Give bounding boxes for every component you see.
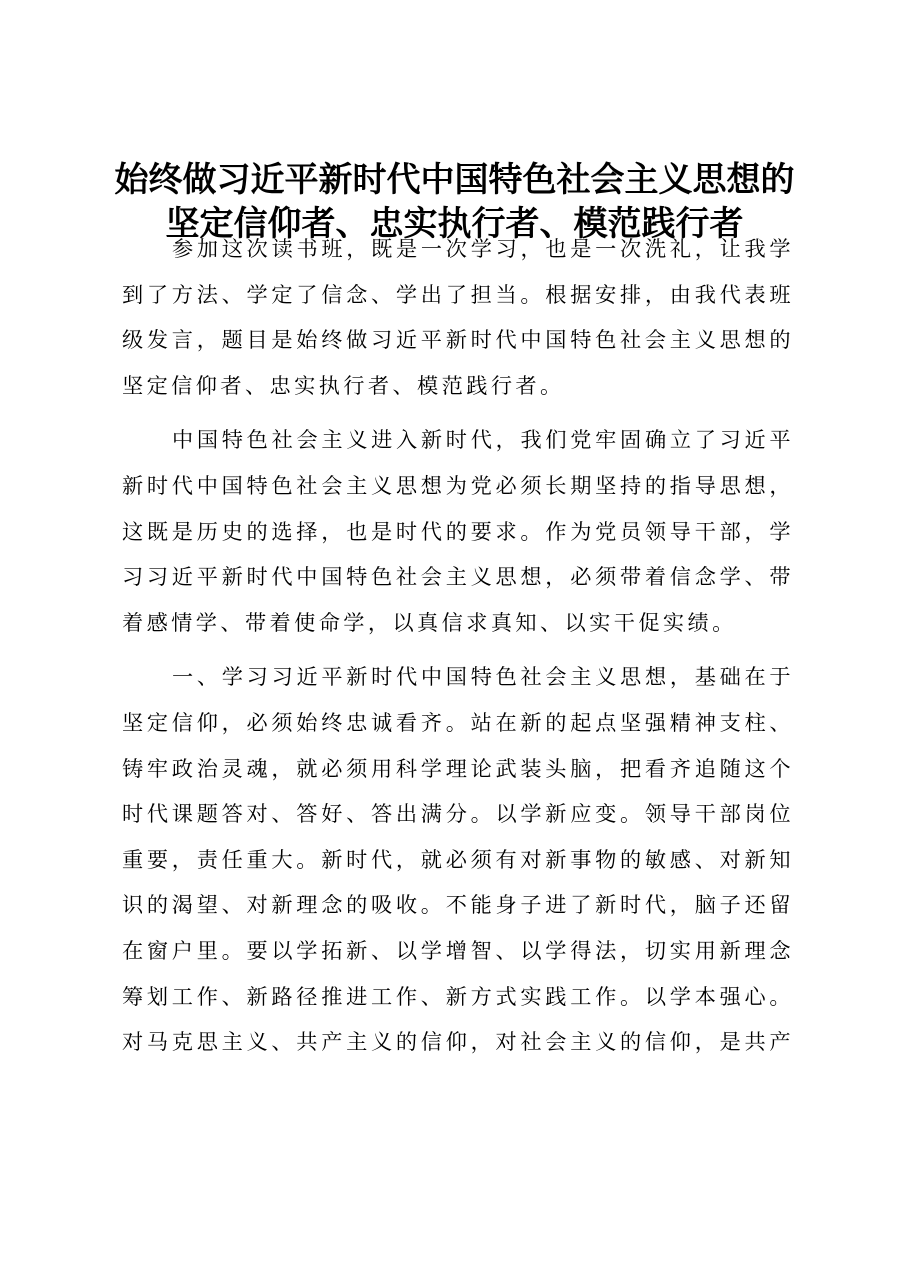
paragraph-line: 坚定信仰者、忠实执行者、模范践行者。: [122, 372, 565, 398]
paragraph-line: 重要，责任重大。新时代，就必须有对新事物的敏感、对新知: [122, 846, 794, 872]
paragraph-line: 着感情学、带着使命学，以真信求真知、以实干促实绩。: [122, 609, 737, 635]
paragraph-line: 这既是历史的选择，也是时代的要求。作为党员领导干部，学: [122, 518, 794, 544]
paragraph-line: 中国特色社会主义进入新时代，我们党牢固确立了习近平: [172, 427, 794, 453]
paragraph-line: 参加这次读书班，既是一次学习，也是一次洗礼，让我学: [172, 236, 794, 261]
paragraph-line: 时代课题答对、答好、答出满分。以学新应变。领导干部岗位: [122, 801, 794, 827]
paragraph-line: 新时代中国特色社会主义思想为党必须长期坚持的指导思想，: [122, 472, 794, 498]
paragraph-line: 铸牢政治灵魂，就必须用科学理论武装头脑，把看齐追随这个: [122, 755, 794, 781]
paragraph-3: [122, 654, 794, 1064]
document-body: [122, 226, 794, 1074]
paragraph-line: 识的渴望、对新理念的吸收。不能身子进了新时代，脑子还留: [122, 892, 794, 918]
paragraph-line: 到了方法、学定了信念、学出了担当。根据安排，由我代表班: [122, 281, 794, 307]
paragraph-line: 在窗户里。要以学拓新、以学增智、以学得法，切实用新理念: [122, 937, 794, 963]
paragraph-1: [122, 226, 794, 408]
paragraph-line: 一、学习习近平新时代中国特色社会主义思想，基础在于: [172, 664, 794, 690]
paragraph-2: [122, 417, 794, 645]
paragraph-line: 坚定信仰，必须始终忠诚看齐。站在新的起点坚强精神支柱、: [122, 709, 794, 735]
title-line: 始终做习近平新时代中国特色社会主义思想的: [114, 160, 795, 200]
paragraph-line: 级发言，题目是始终做习近平新时代中国特色社会主义思想的: [122, 327, 794, 353]
paragraph-line: 习习近平新时代中国特色社会主义思想，必须带着信念学、带: [122, 564, 794, 590]
paragraph-line: 对马克思主义、共产主义的信仰，对社会主义的信仰，是共产: [122, 1029, 794, 1055]
title-line: 坚定信仰者、忠实执行者、模范践行者: [165, 204, 744, 244]
paragraph-line: 筹划工作、新路径推进工作、新方式实践工作。以学本强心。: [122, 983, 794, 1009]
